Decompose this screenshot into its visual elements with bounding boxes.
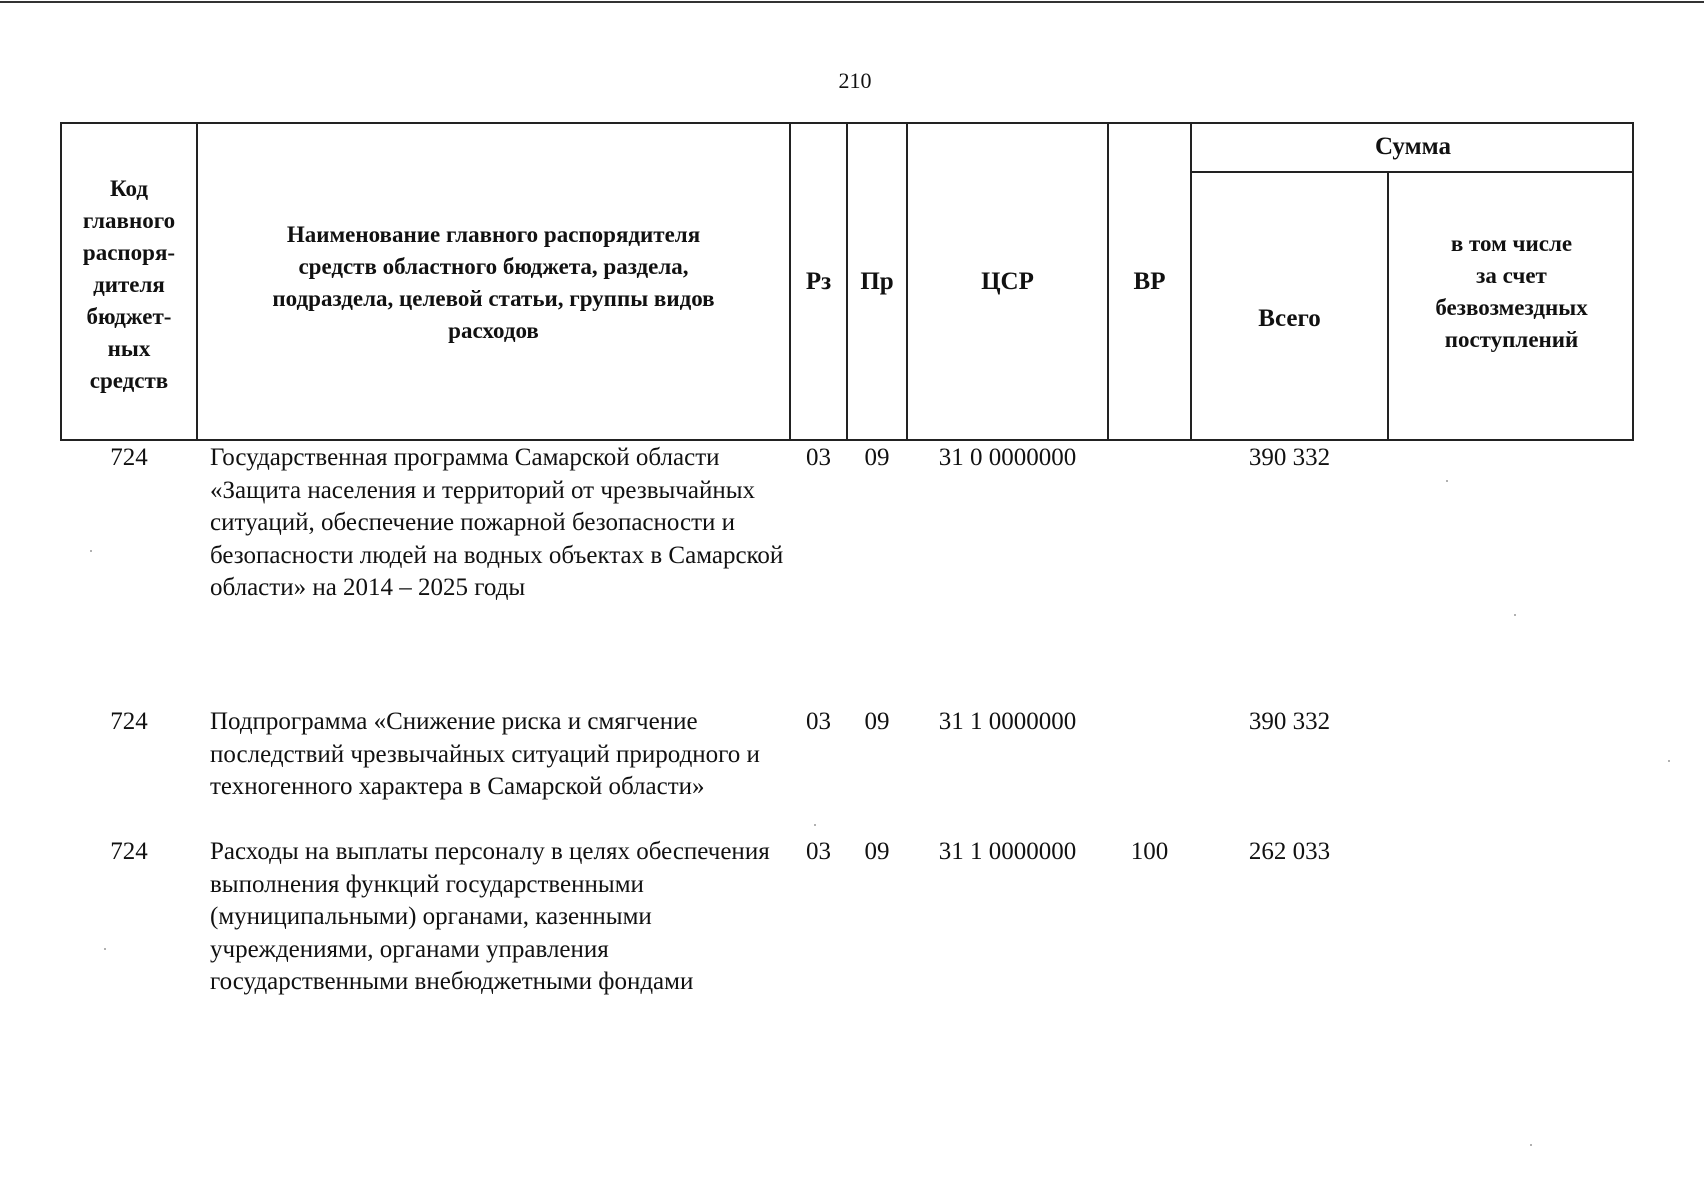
row-2-csr: 31 1 0000000 bbox=[938, 708, 1077, 735]
row-3-csr: 31 1 0000000 bbox=[938, 838, 1077, 865]
header-code-label: Код главного распоря- дителя бюджет- ных средств bbox=[82, 175, 176, 393]
row-2-code: 724 bbox=[110, 708, 148, 735]
header-total: Всего bbox=[1258, 305, 1321, 332]
header-rz: Рз bbox=[805, 267, 832, 295]
header-name bbox=[198, 122, 789, 441]
header-incl bbox=[1389, 173, 1634, 441]
header-csr: ЦСР bbox=[981, 267, 1034, 295]
scan-speck bbox=[814, 824, 816, 826]
row-1-rz: 03 bbox=[806, 444, 831, 471]
scan-speck bbox=[1514, 614, 1516, 616]
scan-speck bbox=[1668, 760, 1670, 762]
header-pr: Пр bbox=[860, 267, 894, 295]
row-2-rz: 03 bbox=[806, 708, 831, 735]
row-3-vr: 100 bbox=[1130, 838, 1169, 865]
header-vr: ВР bbox=[1133, 267, 1166, 295]
header-name-label: Наименование главного распорядителя средств областного бюджета, раздела, подраздела, целевой статьи, группы видов расходов bbox=[272, 221, 715, 343]
row-1-name: Государственная программа Самарской области «Защита населения и территорий от чрезвычайных ситуаций, обеспечение пожарной безопасности и безопасности людей на водных объектах в Самарской области» на 2014 – 2025 годы bbox=[210, 444, 784, 601]
scan-speck bbox=[1530, 1144, 1532, 1146]
row-1-code: 724 bbox=[110, 444, 148, 471]
row-3-pr: 09 bbox=[864, 838, 890, 865]
row-2-pr: 09 bbox=[864, 708, 890, 735]
row-3-name: Расходы на выплаты персоналу в целях обеспечения выполнения функций государственными (муниципальными) органами, казенными учреждениями, органами управления государственными внебюджетными фондами bbox=[210, 838, 770, 995]
page-top-edge bbox=[0, 1, 1704, 3]
header-incl-label: в том числе за счет безвозмездных поступлений bbox=[1435, 231, 1588, 352]
row-3-rz: 03 bbox=[806, 838, 831, 865]
page-number: 210 bbox=[838, 68, 872, 93]
row-2-name: Подпрограмма «Снижение риска и смягчение последствий чрезвычайных ситуаций природного и техногенного характера в Самарской области» bbox=[210, 708, 760, 800]
row-3-code: 724 bbox=[110, 838, 148, 865]
scan-speck bbox=[104, 948, 106, 950]
row-1-pr: 09 bbox=[864, 444, 890, 471]
header-code bbox=[62, 122, 196, 441]
row-2-total: 390 332 bbox=[1248, 708, 1331, 735]
row-3-total: 262 033 bbox=[1248, 838, 1331, 865]
header-sum: Сумма bbox=[1375, 132, 1451, 160]
row-1-csr: 31 0 0000000 bbox=[938, 444, 1077, 471]
row-1-total: 390 332 bbox=[1248, 444, 1331, 471]
scan-speck bbox=[90, 550, 92, 552]
scan-speck bbox=[1446, 480, 1448, 482]
